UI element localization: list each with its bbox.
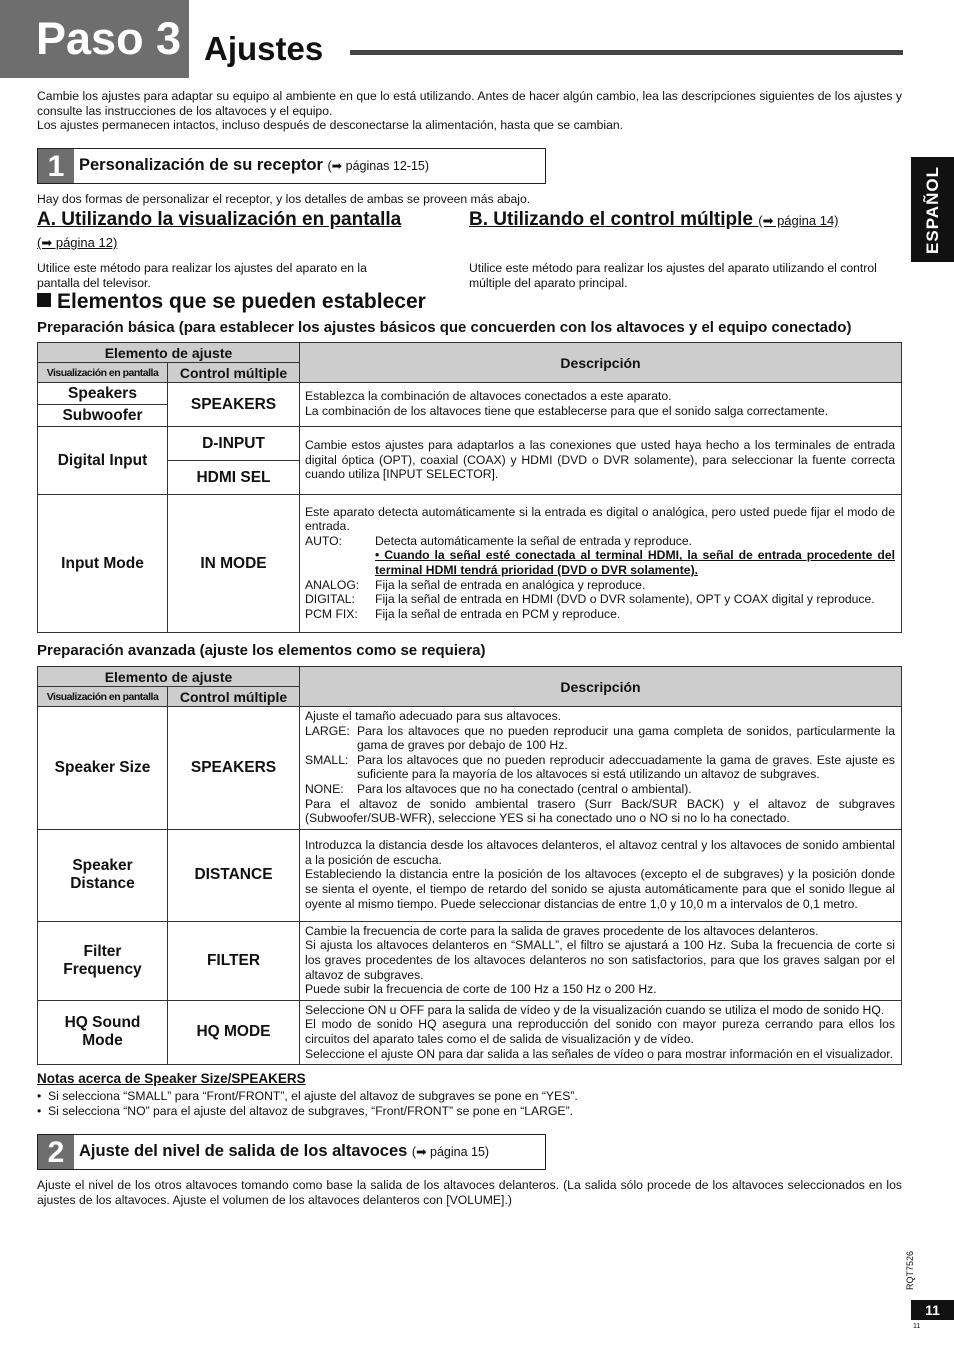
screen-speaker-size: Speaker Size <box>38 707 168 830</box>
table-row <box>38 383 902 405</box>
method-a-text: Utilice este método para realizar los ajustes del aparato en la pantalla del televisor. <box>37 261 367 290</box>
option-text: Para los altavoces que no pueden reproducir adeccuadamente la gama de graves. Este ajuste es suficiente para la mayoría de los altavoces si está utilizando un altavoz de subgraves. <box>357 752 895 782</box>
method-b-ref: (➡ página 14) <box>758 213 839 228</box>
method-a-title: A. Utilizando la visualización en pantalla <box>37 209 402 230</box>
desc-input-mode-intro: Este aparato detecta automáticamente si la entrada es digital o analógica, pero usted puede fijar el modo de entrada. <box>305 504 895 534</box>
option-text: Fija la señal de entrada en PCM y reproduce. <box>375 606 621 621</box>
desc-line: Introduzca la distancia desde los altavoces delanteros, el altavoz central y los altavoces de sonido ambiental a la posición de escucha. <box>305 838 895 867</box>
method-b-title-text: B. Utilizando el control múltiple <box>469 209 753 230</box>
screen-label-line: HQ Sound <box>64 1014 141 1032</box>
basic-settings-table <box>37 342 902 633</box>
document-code: RQT7526 <box>905 1250 915 1290</box>
screen-subwoofer: Subwoofer <box>38 405 168 427</box>
header-remote: Control múltiple <box>168 687 300 707</box>
desc-line: Seleccione ON u OFF para la salida de vídeo y de la visualización cuando se utiliza el modo de sonido HQ. <box>305 1002 885 1017</box>
desc-line: Seleccione el ajuste ON para dar salida a las señales de vídeo o para mostrar información en el visualizador. <box>305 1046 894 1061</box>
table-row <box>38 707 902 830</box>
option-text: Fija la señal de entrada en HDMI (DVD o DVR solamente), OPT y COAX digital y reproduce. <box>375 592 875 607</box>
option-small <box>305 753 895 782</box>
notes-list <box>37 1089 902 1119</box>
table-row <box>38 495 902 633</box>
language-tab <box>911 157 954 262</box>
list-item: • Si selecciona “SMALL” para “Front/FRONT”, el ajuste del altavoz de subgraves se pone en “YES”. <box>37 1089 578 1103</box>
method-b-title <box>469 209 839 231</box>
advanced-heading: Preparación avanzada (ajuste los elementos como se requiera) <box>37 642 486 659</box>
section-1-title <box>79 156 429 175</box>
screen-label-line: Mode <box>82 1032 123 1050</box>
list-item: • Si selecciona “NO” para el ajuste del altavoz de subgraves, “Front/FRONT” se pone en “LARGE”. <box>37 1104 574 1118</box>
page-title: Ajustes <box>204 30 324 67</box>
screen-label-line: Frequency <box>63 960 142 978</box>
note-text: Si selecciona “SMALL” para “Front/FRONT”, el ajuste del altavoz de subgraves se pone en “YES”. <box>48 1089 578 1103</box>
intro-text <box>37 89 902 133</box>
option-text: Para los altavoces que no ha conectado (central o ambiental). <box>357 781 692 796</box>
remote-hdmi-sel: HDMI SEL <box>168 461 300 495</box>
page-number: 11 <box>911 1300 954 1320</box>
elements-heading-text: Elementos que se pueden establecer <box>57 290 426 313</box>
remote-hq-mode: HQ MODE <box>168 1000 300 1064</box>
option-pcm-fix <box>305 607 895 622</box>
option-none <box>305 782 895 797</box>
intro-paragraph-1: Cambie los ajustes para adaptar su equipo al ambiente en que lo está utilizando. Antes de hacer algún cambio, lea las descripciones siguientes de los ajustes y consulte las instrucciones de los altavoces y el equipo. <box>37 89 902 118</box>
screen-speaker-distance <box>38 829 168 921</box>
desc-speaker-size <box>300 707 902 830</box>
section-1-box <box>37 148 546 184</box>
screen-label-line: Distance <box>70 875 135 893</box>
screen-input-mode: Input Mode <box>38 495 168 633</box>
header-screen: Visualización en pantalla <box>38 363 168 383</box>
desc-line: Puede subir la frecuencia de corte de 100 Hz a 150 Hz o 200 Hz. <box>305 982 657 997</box>
page-number-small: 11 <box>913 1323 921 1330</box>
option-text: Para los altavoces que no pueden reproducir una gama completa de sonidos, particularmente la gama de graves por debajo de 100 Hz. <box>357 723 895 753</box>
option-label: AUTO: <box>305 533 343 548</box>
square-bullet-icon <box>37 293 51 307</box>
option-text: Fija la señal de entrada en analógica y reproduce. <box>375 577 646 592</box>
remote-filter: FILTER <box>168 921 300 1000</box>
elements-heading <box>37 290 426 314</box>
desc-speakers-line: La combinación de los altavoces tiene que establecerse para que el sonido salga correctamente. <box>305 404 829 418</box>
header-remote: Control múltiple <box>168 363 300 383</box>
option-label: LARGE: <box>305 723 350 738</box>
option-label: SMALL: <box>305 752 349 767</box>
section-2-box <box>37 1134 546 1170</box>
section-1-number: 1 <box>38 149 74 183</box>
option-text: Detecta automáticamente la señal de entrada y reproduce. <box>375 533 693 548</box>
header-screen: Visualización en pantalla <box>38 687 168 707</box>
notes-title: Notas acerca de Speaker Size/SPEAKERS <box>37 1071 306 1086</box>
method-a-ref: (➡ página 12) <box>37 235 118 250</box>
screen-filter-frequency <box>38 921 168 1000</box>
screen-label-line: Speaker <box>72 857 133 875</box>
screen-digital-input: Digital Input <box>38 427 168 495</box>
header-item: Elemento de ajuste <box>38 343 300 363</box>
remote-distance: DISTANCE <box>168 829 300 921</box>
section-1-text: Hay dos formas de personalizar el receptor, y los detalles de ambas se proveen más abajo. <box>37 192 531 206</box>
header-item: Elemento de ajuste <box>38 667 300 687</box>
remote-in-mode: IN MODE <box>168 495 300 633</box>
option-label: NONE: <box>305 781 344 796</box>
section-2-ref: (➡ página 15) <box>411 1145 490 1159</box>
section-1-title-text: Personalización de su receptor <box>79 156 323 174</box>
section-2-title-text: Ajuste del nivel de salida de los altavoces <box>79 1142 408 1160</box>
option-analog <box>305 578 895 593</box>
remote-speakers: SPEAKERS <box>168 707 300 830</box>
section-2-title <box>79 1142 489 1161</box>
intro-paragraph-2: Los ajustes permanecen intactos, incluso después de desconectarse la alimentación, hasta que se cambian. <box>37 118 624 133</box>
desc-speaker-distance <box>300 829 902 921</box>
desc-line: Si ajusta los altavoces delanteros en “SMALL”, el filtro se ajustará a 100 Hz. Suba la frecuencia de corte si los graves procedentes de los altavoces delanteros no son satisfactorios, para que los graves salgan por el altavoz de subgraves. <box>305 938 895 982</box>
option-label: PCM FIX: <box>305 606 358 621</box>
desc-speakers-line: Establezca la combinación de altavoces conectados a este aparato. <box>305 389 672 404</box>
desc-filter-frequency <box>300 921 902 1000</box>
remote-speakers: SPEAKERS <box>168 383 300 427</box>
table-row <box>38 1000 902 1064</box>
desc-speaker-size-intro: Ajuste el tamaño adecuado para sus altavoces. <box>305 709 562 723</box>
section-1-ref: (➡ páginas 12-15) <box>327 159 430 173</box>
section-2-number: 2 <box>38 1135 74 1169</box>
table-row <box>38 921 902 1000</box>
screen-hq-sound-mode <box>38 1000 168 1064</box>
header-description: Descripción <box>300 667 902 707</box>
desc-line: Estableciendo la distancia entre la posición de los altavoces (excepto el de subgraves) y la posición donde se sienta el oyente, el tiempo de retardo del sonido se ajusta automáticamente para que el sonido llegue al oyente al mismo tiempo. Puede seleccionar distancias de entre 1,0 y 10,0 m a intervalos de 0,1 metro. <box>305 867 895 911</box>
title-rule <box>350 50 903 55</box>
desc-digital-input: Cambie estos ajustes para adaptarlos a las conexiones que usted haya hecho a los terminales de entrada digital óptica (OPT), coaxial (COAX) y HDMI (DVD o DVR solamente), para seleccionar la fuente correcta cuando utiliza [INPUT SELECTOR]. <box>300 427 902 495</box>
desc-hq-sound-mode <box>300 1000 902 1064</box>
desc-line: El modo de sonido HQ asegura una reproducción del sonido con mayor pureza cerrando para ellos los circuitos del aparato tales como el de salida de visualización y de vídeo. <box>305 1017 895 1046</box>
screen-label-line: Filter <box>83 942 122 960</box>
screen-speakers: Speakers <box>38 383 168 405</box>
method-a <box>37 209 401 251</box>
basic-heading: Preparación básica (para establecer los ajustes básicos que concuerden con los altavoces y el equipo conectado) <box>37 319 852 336</box>
step-label: Paso 3 <box>0 0 189 78</box>
option-label: ANALOG: <box>305 577 360 592</box>
table-row <box>38 427 902 461</box>
hdmi-priority-note: • Cuando la señal esté conectada al terminal HDMI, la señal de entrada procedente del terminal HDMI tendrá prioridad (DVD o DVR solamente). <box>375 548 895 577</box>
desc-speaker-size-outro: Para el altavoz de sonido ambiental trasero (Surr Back/SUR BACK) y el altavoz de subgraves (Subwoofer/SUB-WFR), seleccione YES si ha conectado uno o NO si no lo ha conectado. <box>305 796 895 826</box>
table-row <box>38 829 902 921</box>
remote-d-input: D-INPUT <box>168 427 300 461</box>
method-b-text: Utilice este método para realizar los ajustes del aparato utilizando el control múltiple del aparato principal. <box>469 261 877 290</box>
desc-input-mode <box>300 495 902 633</box>
option-auto <box>305 534 895 549</box>
option-large <box>305 724 895 753</box>
section-2-text: Ajuste el nivel de los otros altavoces tomando como base la salida de los altavoces delanteros. (La salida sólo procede de los altavoces seleccionados en los ajustes de los altavoces. Ajuste el volumen de los altavoces delanteros con [VOLUME].) <box>37 1178 902 1207</box>
advanced-settings-table <box>37 666 902 1065</box>
option-label: DIGITAL: <box>305 592 355 607</box>
option-digital <box>305 592 895 607</box>
language-label: ESPAÑOL <box>922 165 942 254</box>
note-text: Si selecciona “NO” para el ajuste del altavoz de subgraves, “Front/FRONT” se pone en “LARGE”. <box>48 1104 574 1118</box>
desc-line: Cambie la frecuencia de corte para la salida de graves procedente de los altavoces delanteros. <box>305 923 819 938</box>
header-description: Descripción <box>300 343 902 383</box>
desc-speakers <box>300 383 902 427</box>
